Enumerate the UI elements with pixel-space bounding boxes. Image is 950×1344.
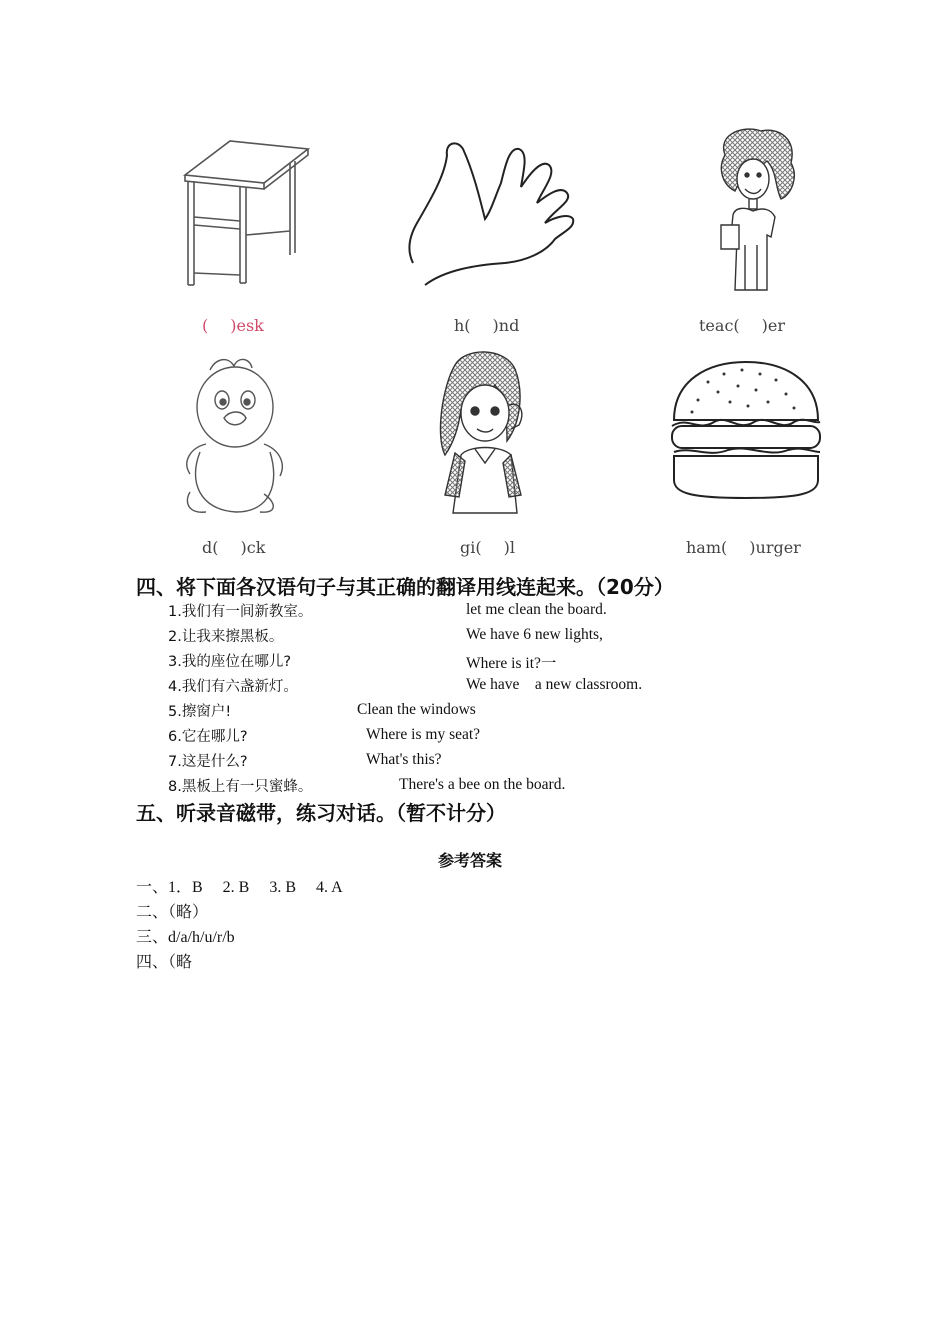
english-sentence-7: What's this? [366,751,442,768]
chinese-sentence-2: 2.让我来擦黑板。 [168,629,284,645]
hand-icon [405,135,585,290]
english-sentence-6: Where is my seat? [366,726,481,743]
chinese-sentence-6: 6.它在哪儿? [168,729,248,745]
answer-line-2: 二、（略） [136,904,209,921]
blank-close: )esk [230,316,264,335]
blank-close: )er [761,316,785,335]
blank-close: )ck [240,538,266,557]
english-sentence-2: We have 6 new lights, [466,626,603,643]
chinese-sentence-5: 5.擦窗户! [168,704,232,720]
caption-duck [202,538,265,557]
english-sentence-1: let me clean the board. [466,601,607,618]
english-sentence-4: We have a new classroom. [466,676,643,693]
answer-line-1: 一、1．B 2. B 3. B 4. A [136,879,343,896]
answers-title: 参考答案 [437,851,502,870]
blank-open: h( [454,316,471,335]
desk-icon [180,135,310,295]
blank-open: gi( [460,538,482,557]
english-sentence-5: Clean the windows [357,701,476,718]
chinese-sentence-4: 4.我们有六盏新灯。 [168,679,298,695]
section-4-title: 四、将下面各汉语句子与其正确的翻译用线连起来。（20分） [136,575,674,599]
duck-icon [180,352,290,517]
section-5-title: 五、听录音磁带，练习对话。（暂不计分） [136,801,506,825]
chinese-sentence-3: 3.我的座位在哪儿? [168,654,292,670]
teacher-icon [705,125,815,295]
blank-close: )l [503,538,515,557]
blank-open: ( [202,316,209,335]
answer-line-4: 四、（略 [136,954,193,971]
blank-open: teac( [699,316,740,335]
caption-desk [202,316,264,335]
blank-close: )nd [492,316,520,335]
hamburger-icon [668,360,823,500]
chinese-sentence-1: 1.我们有一间新教室。 [168,604,313,620]
caption-teacher [699,316,785,335]
chinese-sentence-8: 8.黑板上有一只蜜蜂。 [168,779,313,795]
chinese-sentence-7: 7.这是什么? [168,754,248,770]
caption-hamburger [686,538,801,557]
blank-open: d( [202,538,219,557]
blank-open: ham( [686,538,728,557]
blank-close: )urger [749,538,801,557]
girl-icon [425,345,535,515]
english-sentence-3: Where is it?一 [466,655,557,672]
caption-girl [460,538,515,557]
caption-hand [454,316,519,335]
answer-line-3: 三、d/a/h/u/r/b [136,929,235,946]
english-sentence-8: There's a bee on the board. [399,776,566,793]
